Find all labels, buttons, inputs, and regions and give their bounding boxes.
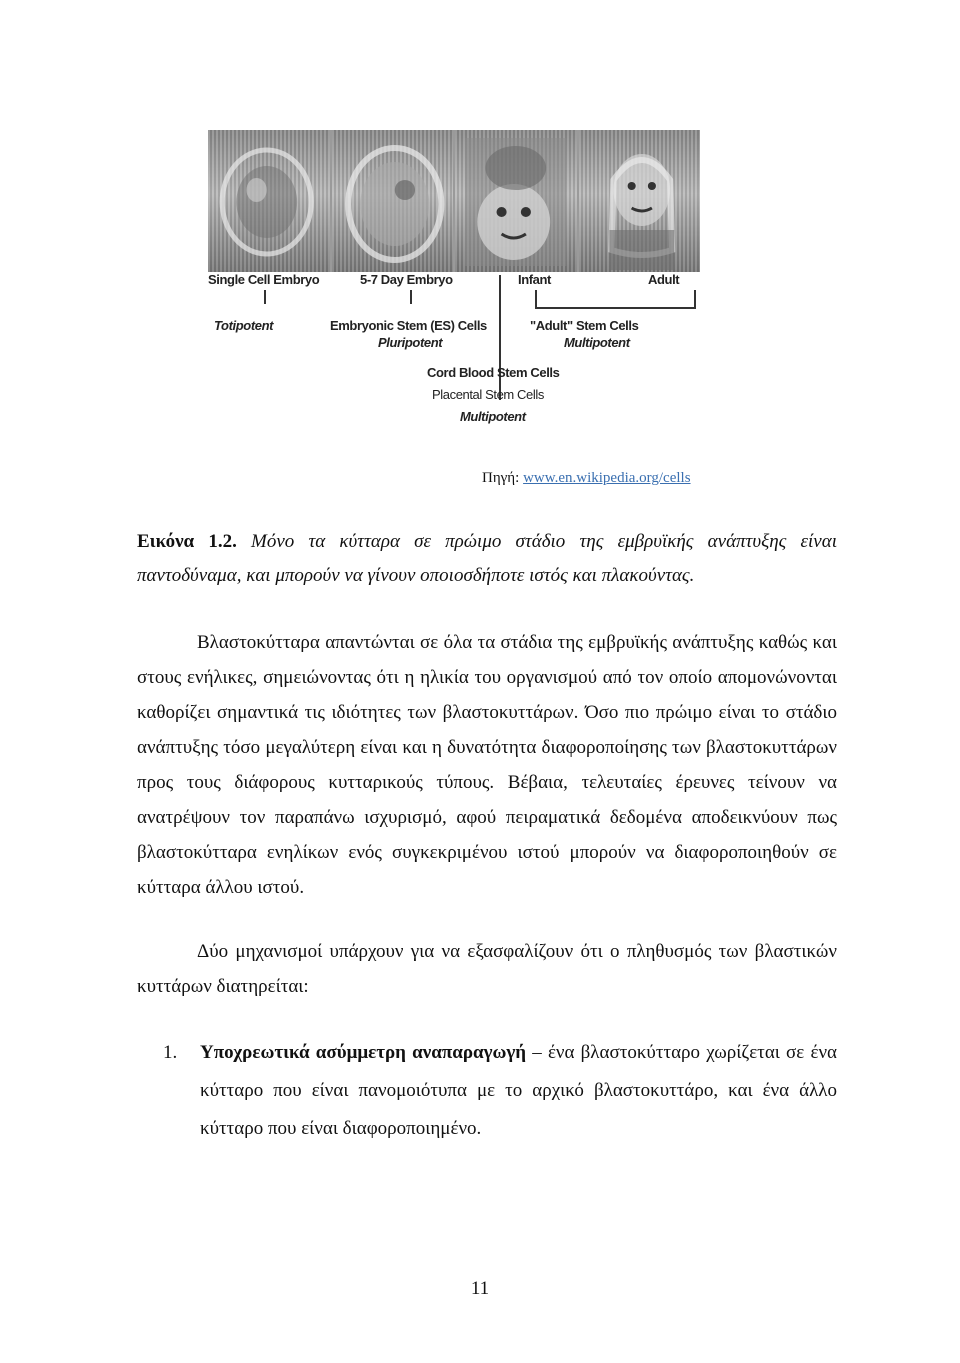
- es-cells-label: Embryonic Stem (ES) Cells: [330, 318, 487, 333]
- paragraph-2-text: Δύο μηχανισμοί υπάρχουν για να εξασφαλίζουν ότι ο πληθυσμός των βλαστικών κυττάρων διατηρείται:: [137, 941, 837, 997]
- figure-source: [482, 470, 691, 487]
- infant-photo: [455, 130, 577, 272]
- list-item-body: [200, 1034, 837, 1148]
- totipotent-label: Totipotent: [214, 318, 274, 333]
- cord-blood-label: Cord Blood Stem Cells: [427, 365, 560, 380]
- connector-adult: [694, 290, 696, 308]
- source-link[interactable]: www.en.wikipedia.org/cells: [523, 470, 691, 486]
- photo-strip: [208, 130, 700, 272]
- single-cell-photo: [208, 130, 330, 272]
- figure-caption: [137, 525, 837, 593]
- connector-infant: [535, 290, 537, 308]
- connector-vertical: [499, 275, 501, 400]
- page-number: 11: [470, 1278, 490, 1299]
- adult-photo: [579, 130, 701, 272]
- body-paragraph-1: [137, 625, 837, 905]
- multipotent-adult-label: Multipotent: [564, 335, 630, 350]
- adult-stem-label: "Adult" Stem Cells: [530, 318, 639, 333]
- paragraph-1-text: Βλαστοκύτταρα απαντώνται σε όλα τα στάδια της εμβρυϊκής ανάπτυξης καθώς και στους ενήλικες, σημειώνοντας ότι η ηλικία του οργανισμού από τον οποίο απομονώνονται καθορίζει σημαντικά τις ιδιότητες των βλαστοκυττάρων. Όσο πιο πρώιμο είναι το στάδιο ανάπτυξης τόσο μεγαλύτερη είναι και η δυνατότητα διαφοροποίησης των βλαστοκυττάρων προς τους διάφορους κυτταρικούς τύπους. Βέβαια, τελευταίες έρευνες τείνουν να ανατρέψουν τον παραπάνω ισχυρισμό, αφού πειραματικά δεδομένα αποδεικνύουν πως βλαστοκύτταρα ενηλίκων ενός συγκεκριμένου ιστού μπορούν να διαφοροποιηθούν σε κύτταρα άλλου ιστού.: [137, 632, 837, 898]
- adult-label: Adult: [648, 272, 680, 287]
- stem-cell-figure: [200, 125, 710, 435]
- list-item-number: 1.: [163, 1042, 178, 1063]
- connector-bracket: [535, 307, 696, 309]
- body-paragraph-2: [137, 934, 837, 1004]
- single-cell-label: Single Cell Embryo: [208, 272, 320, 287]
- multipotent-cord-label: Multipotent: [460, 409, 526, 424]
- connector-single: [264, 290, 266, 304]
- five-day-embryo-photo: [332, 130, 454, 272]
- infant-label: Infant: [518, 272, 551, 287]
- pluripotent-label: Pluripotent: [378, 335, 443, 350]
- list-item-term: Υποχρεωτικά ασύμμετρη αναπαραγωγή: [200, 1042, 527, 1063]
- source-label: Πηγή:: [482, 470, 520, 486]
- caption-text: Μόνο τα κύτταρα σε πρώιμο στάδιο της εμβρυϊκής ανάπτυξης είναι παντοδύναμα, και μπορούν να γίνουν οποιοσδήποτε ιστός και πλακούντας.: [137, 531, 837, 586]
- five-day-label: 5-7 Day Embryo: [360, 272, 453, 287]
- placental-label: Placental Stem Cells: [432, 387, 544, 402]
- caption-number: Εικόνα 1.2.: [137, 531, 237, 552]
- connector-five-day: [410, 290, 412, 304]
- list-item-text: – ένα βλαστοκύτταρο χωρίζεται σε ένα κύτταρο που είναι πανομοιότυπα με το αρχικό βλαστοκυττάρο, και ένα άλλο κύτταρο που είναι διαφοροποιημένο.: [200, 1042, 837, 1139]
